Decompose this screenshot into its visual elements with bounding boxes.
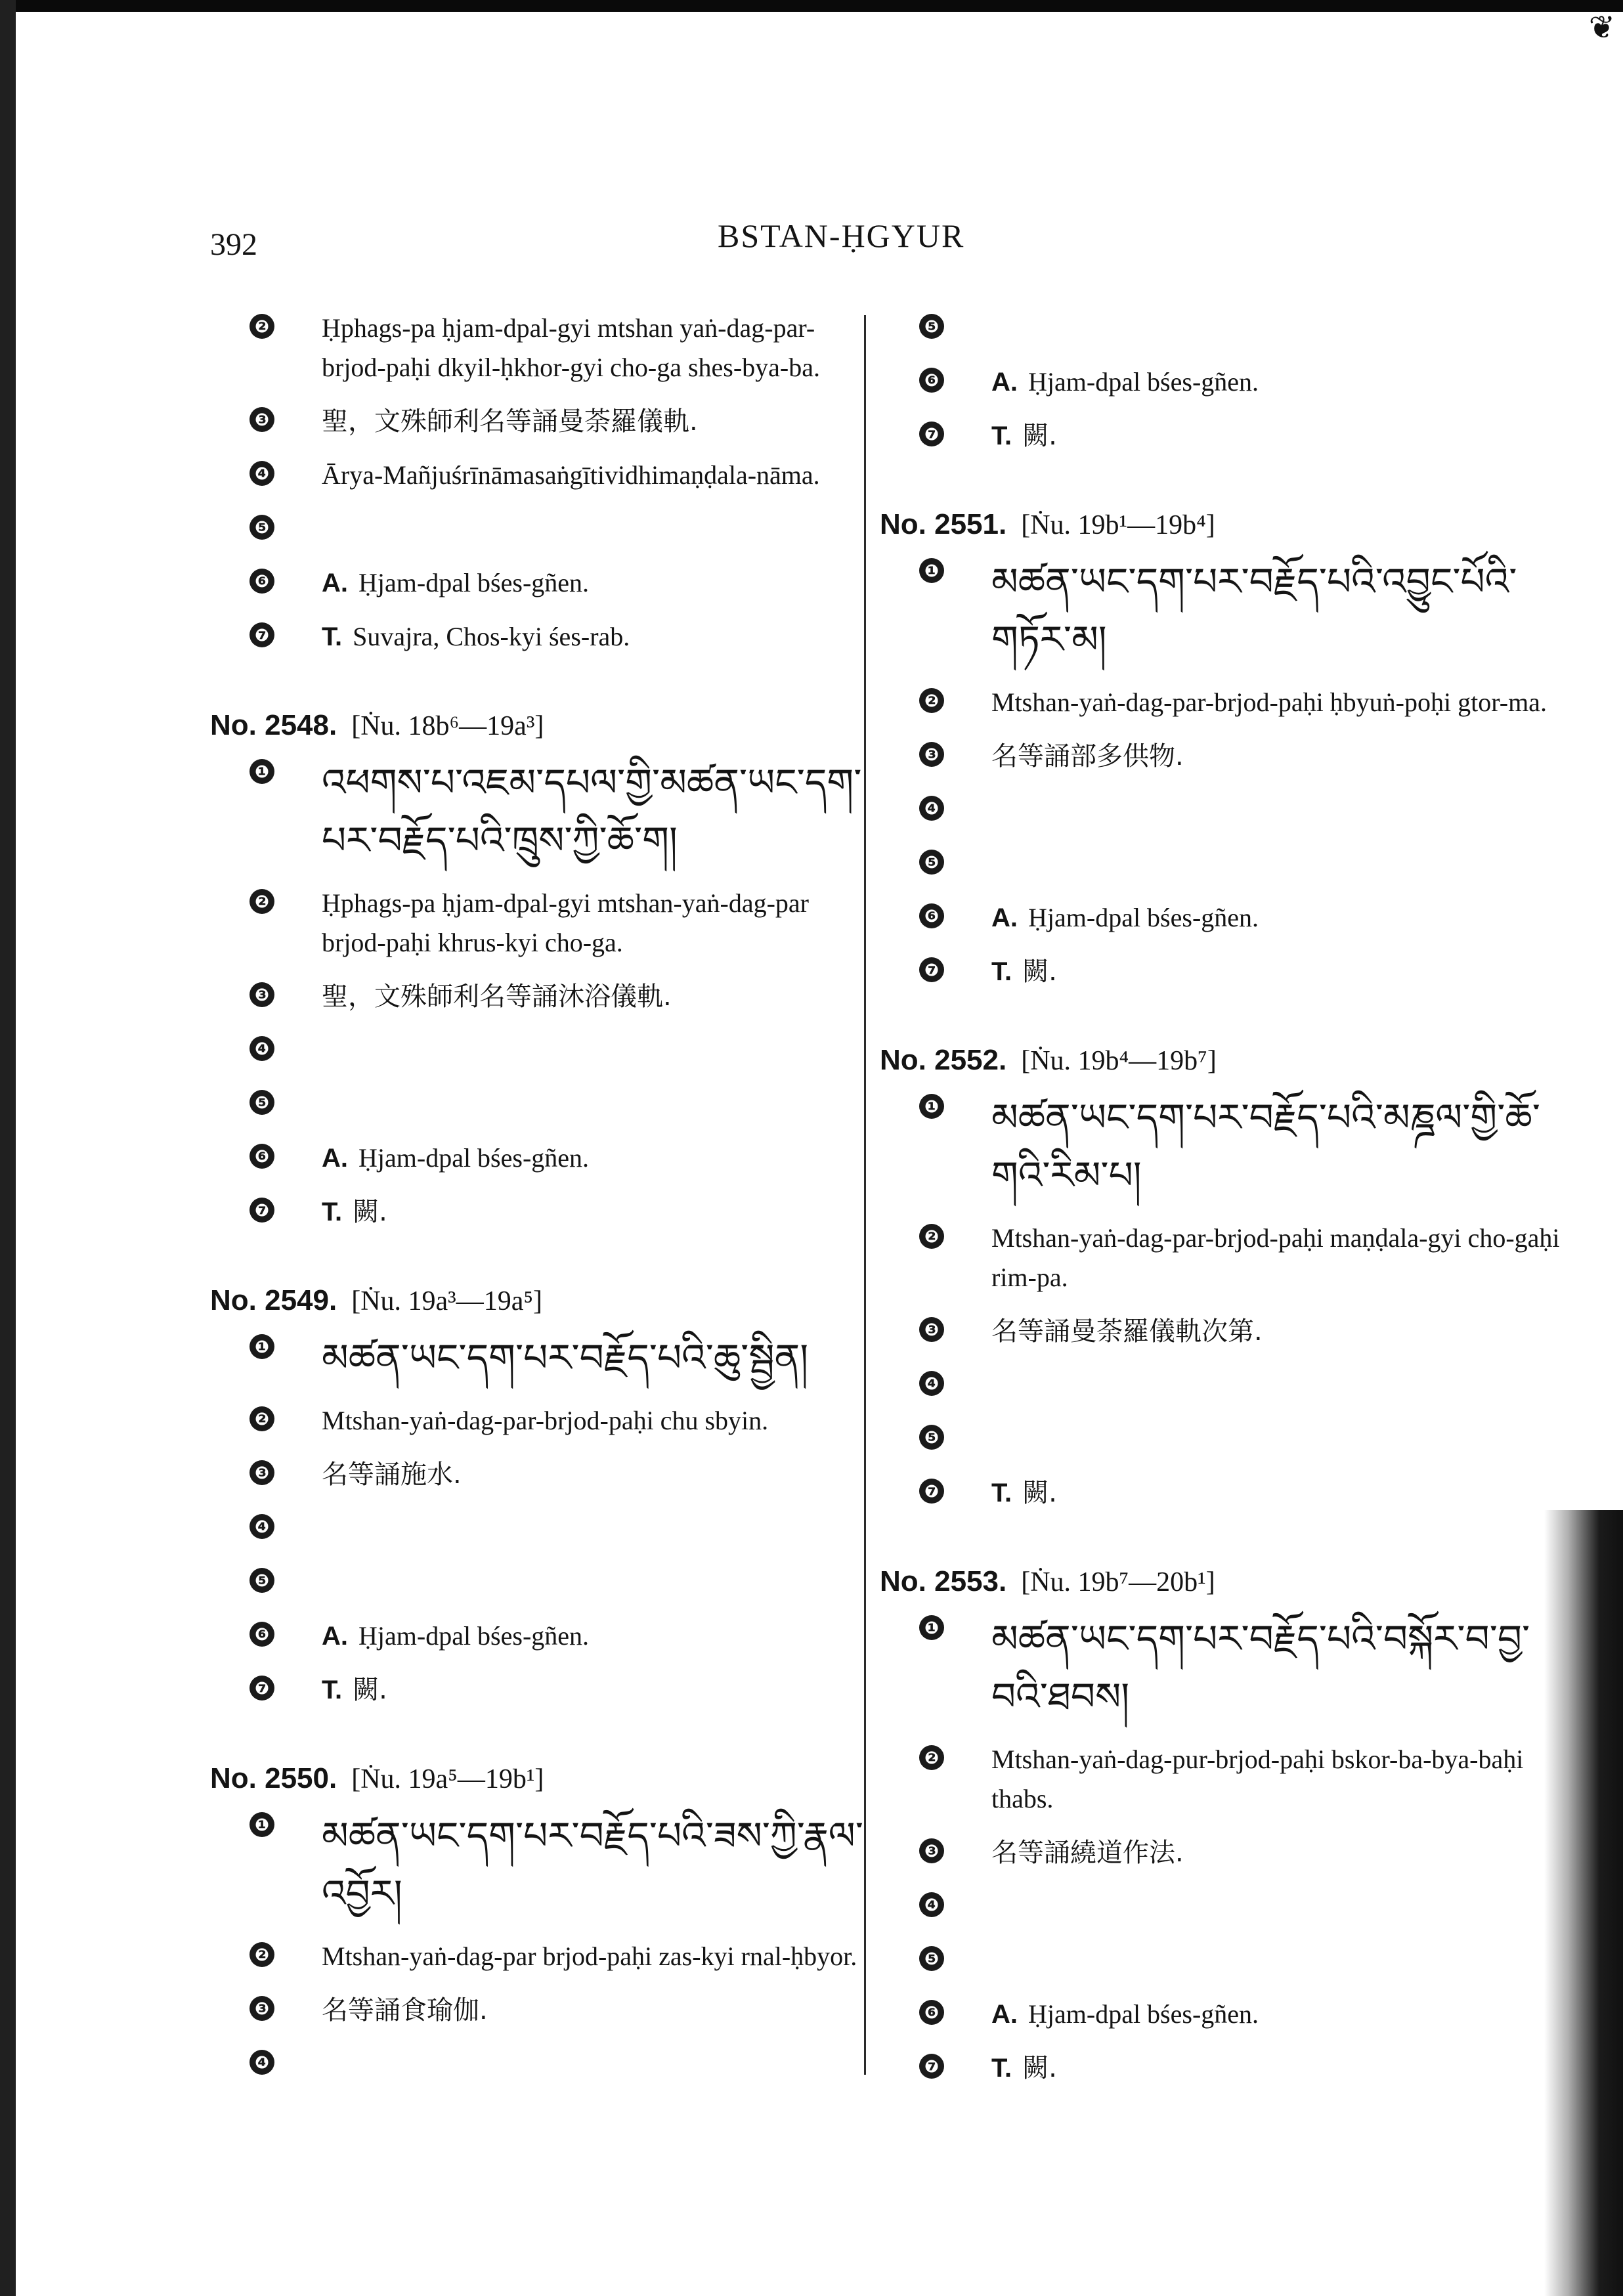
chinese-title: 名等誦部多供物.	[991, 741, 1184, 771]
folio-reference: [Ṅu. 19b¹—19b⁴]	[1021, 510, 1215, 540]
circled-3-icon: ❸	[919, 742, 944, 767]
circled-3-icon: ❸	[249, 407, 274, 432]
right-column	[880, 309, 1563, 2140]
circled-5-icon: ❺	[249, 515, 274, 540]
sanskrit-title: Ārya-Mañjuśrīnāmasaṅgītividhimaṇḍala-nāma.	[322, 460, 820, 490]
circled-3-icon: ❸	[249, 1460, 274, 1485]
circled-2-icon: ❷	[919, 688, 944, 713]
entry-continuation-right	[880, 309, 1563, 456]
field-5	[919, 309, 1563, 348]
author-label: A.	[322, 1144, 348, 1173]
translator-value: 闕.	[353, 1197, 387, 1227]
circled-4-icon: ❹	[249, 2050, 274, 2075]
field-7	[249, 1670, 873, 1710]
field-3	[249, 977, 873, 1016]
circled-2-icon: ❷	[249, 314, 274, 339]
field-7	[919, 952, 1563, 991]
circled-3-icon: ❸	[919, 1838, 944, 1863]
field-4	[919, 1887, 1563, 1926]
field-2	[249, 1937, 873, 1976]
field-7	[249, 1192, 873, 1232]
author-value: Ḥjam-dpal bśes-gñen.	[358, 568, 590, 597]
entry-number: No. 2551.	[880, 508, 1007, 540]
translator-value: 闕.	[1022, 1478, 1057, 1508]
circled-7-icon: ❼	[919, 957, 944, 982]
romanized-title: Mtshan-yaṅ-dag-pur-brjod-paḥi bskor-ba-bya-baḥi thabs.	[991, 1744, 1524, 1813]
field-7	[919, 416, 1563, 456]
field-5	[249, 1563, 873, 1602]
tibetan-title: མཚན་ཡང་དག་པར་བརྗོད་པའི་མཎྜལ་གྱི་ཆོ་གའི་རིམ་པ།	[991, 1095, 1540, 1198]
entry-2551	[880, 508, 1563, 991]
field-6	[249, 563, 873, 603]
folio-reference: [Ṅu. 19b⁷—20b¹]	[1021, 1567, 1215, 1597]
tibetan-title: མཚན་ཡང་དག་པར་བརྗོད་པའི་འབྱུང་པོའི་གཏོར་མ།	[991, 559, 1517, 662]
field-5	[249, 1085, 873, 1124]
field-3	[919, 1312, 1563, 1351]
entry-heading	[880, 508, 1563, 541]
circled-7-icon: ❼	[919, 1479, 944, 1504]
circled-3-icon: ❸	[249, 1996, 274, 2021]
field-6	[919, 1995, 1563, 2034]
entry-continuation-left	[210, 309, 873, 657]
circled-6-icon: ❻	[249, 569, 274, 594]
author-label: A.	[322, 1622, 348, 1651]
translator-label: T.	[322, 622, 343, 651]
field-6	[919, 898, 1563, 938]
author-label: A.	[991, 903, 1018, 932]
field-6	[919, 362, 1563, 402]
tibetan-title: འཕགས་པ་འཇམ་དཔལ་གྱི་མཚན་ཡང་དག་པར་བརྗོད་པའི་ཁྲུས་ཀྱི་ཆོ་ག།	[322, 760, 862, 863]
entry-heading	[210, 1762, 873, 1795]
field-5	[919, 1419, 1563, 1459]
romanized-title: Mtshan-yaṅ-dag-par-brjod-paḥi ḥbyuṅ-poḥi gtor-ma.	[991, 687, 1547, 717]
field-2	[249, 884, 873, 963]
author-label: A.	[322, 569, 348, 597]
chinese-title: 名等誦曼荼羅儀軌次第.	[991, 1316, 1263, 1347]
circled-1-icon: ❶	[249, 1334, 274, 1359]
circled-5-icon: ❺	[249, 1090, 274, 1115]
running-title: BSTAN-ḤGYUR	[718, 217, 965, 254]
circled-5-icon: ❺	[919, 314, 944, 339]
circled-6-icon: ❻	[249, 1622, 274, 1647]
field-2	[919, 1740, 1563, 1819]
entry-heading	[880, 1044, 1563, 1077]
entry-2550	[210, 1762, 873, 2084]
circled-7-icon: ❼	[919, 422, 944, 446]
folio-reference: [Ṅu. 18b⁶—19a³]	[351, 711, 544, 741]
field-4	[249, 456, 873, 495]
entry-number: No. 2552.	[880, 1044, 1007, 1076]
circled-4-icon: ❹	[919, 1371, 944, 1396]
circled-4-icon: ❹	[919, 796, 944, 821]
romanized-title: Ḥphags-pa ḥjam-dpal-gyi mtshan yaṅ-dag-par-brjod-paḥi dkyil-ḥkhor-gyi cho-ga shes-bya-ba.	[322, 313, 820, 382]
circled-4-icon: ❹	[249, 1036, 274, 1061]
field-3	[919, 1833, 1563, 1873]
circled-6-icon: ❻	[919, 368, 944, 393]
field-5	[919, 844, 1563, 884]
circled-4-icon: ❹	[249, 1514, 274, 1539]
folio-reference: [Ṅu. 19a⁵—19b¹]	[351, 1764, 544, 1794]
translator-label: T.	[322, 1198, 343, 1226]
translator-value: 闕.	[1022, 421, 1057, 451]
entry-heading	[210, 1284, 873, 1317]
circled-1-icon: ❶	[919, 1094, 944, 1119]
field-1	[249, 754, 873, 869]
romanized-title: Mtshan-yaṅ-dag-par brjod-paḥi zas-kyi rnal-ḥbyor.	[322, 1941, 857, 1971]
translator-label: T.	[322, 1676, 343, 1704]
field-4	[919, 1366, 1563, 1405]
circled-5-icon: ❺	[919, 1425, 944, 1450]
circled-1-icon: ❶	[249, 1812, 274, 1837]
field-6	[249, 1616, 873, 1656]
entry-number: No. 2550.	[210, 1762, 337, 1794]
field-1	[249, 1807, 873, 1922]
translator-label: T.	[991, 2054, 1012, 2083]
scan-border-top	[0, 0, 1623, 24]
field-4	[249, 2045, 873, 2084]
author-label: A.	[991, 368, 1018, 397]
field-1	[919, 1610, 1563, 1725]
field-4	[919, 791, 1563, 830]
circled-7-icon: ❼	[249, 1676, 274, 1700]
author-label: A.	[991, 2000, 1018, 2029]
chinese-title: 聖，文殊師利名等誦曼荼羅儀軌.	[322, 406, 698, 437]
field-4	[249, 1031, 873, 1070]
field-1	[919, 553, 1563, 668]
translator-label: T.	[991, 957, 1012, 986]
left-column	[210, 309, 873, 2136]
entry-heading	[880, 1565, 1563, 1598]
circled-4-icon: ❹	[919, 1892, 944, 1917]
circled-3-icon: ❸	[919, 1317, 944, 1342]
field-7	[249, 617, 873, 657]
circled-6-icon: ❻	[919, 2000, 944, 2025]
field-3	[249, 1991, 873, 2030]
field-2	[249, 309, 873, 387]
romanized-title: Ḥphags-pa ḥjam-dpal-gyi mtshan-yaṅ-dag-par brjod-paḥi khrus-kyi cho-ga.	[322, 888, 809, 957]
author-value: Ḥjam-dpal bśes-gñen.	[358, 1143, 590, 1173]
chinese-title: 名等誦繞道作法.	[991, 1838, 1184, 1868]
translator-label: T.	[991, 422, 1012, 450]
author-value: Ḥjam-dpal bśes-gñen.	[1028, 367, 1259, 397]
circled-7-icon: ❼	[249, 622, 274, 647]
entry-2549	[210, 1284, 873, 1710]
tibetan-title: མཚན་ཡང་དག་པར་བརྗོད་པའི་ཟས་ཀྱི་རྣལ་འབྱོར།	[322, 1813, 863, 1916]
circled-7-icon: ❼	[249, 1198, 274, 1223]
entry-2548	[210, 709, 873, 1232]
translator-value: Suvajra, Chos-kyi śes-rab.	[353, 622, 630, 651]
field-7	[919, 2048, 1563, 2088]
entry-2552	[880, 1044, 1563, 1513]
entry-number: No. 2553.	[880, 1565, 1007, 1597]
circled-2-icon: ❷	[249, 889, 274, 914]
field-2	[919, 683, 1563, 722]
translator-label: T.	[991, 1479, 1012, 1507]
circled-1-icon: ❶	[919, 558, 944, 583]
field-3	[919, 737, 1563, 776]
field-7	[919, 1473, 1563, 1513]
author-value: Ḥjam-dpal bśes-gñen.	[1028, 903, 1259, 932]
entry-number: No. 2548.	[210, 709, 337, 741]
circled-1-icon: ❶	[249, 759, 274, 784]
folio-reference: [Ṅu. 19b⁴—19b⁷]	[1021, 1046, 1217, 1076]
translator-value: 闕.	[353, 1675, 387, 1705]
circled-5-icon: ❺	[919, 1946, 944, 1971]
circled-3-icon: ❸	[249, 982, 274, 1007]
field-1	[249, 1329, 873, 1387]
entry-number: No. 2549.	[210, 1284, 337, 1316]
field-5	[919, 1941, 1563, 1980]
chinese-title: 名等誦食瑜伽.	[322, 1995, 488, 2025]
field-1	[919, 1089, 1563, 1204]
romanized-title: Mtshan-yaṅ-dag-par-brjod-paḥi maṇḍala-gyi cho-gaḥi rim-pa.	[991, 1223, 1560, 1292]
field-4	[249, 1509, 873, 1548]
field-2	[249, 1401, 873, 1440]
chinese-title: 名等誦施水.	[322, 1460, 462, 1490]
field-6	[249, 1138, 873, 1178]
tibetan-title: མཚན་ཡང་དག་པར་བརྗོད་པའི་ཆུ་སྦྱིན།	[322, 1335, 809, 1380]
page-number: 392	[210, 227, 257, 262]
author-value: Ḥjam-dpal bśes-gñen.	[1028, 1999, 1259, 2029]
circled-5-icon: ❺	[249, 1568, 274, 1593]
circled-6-icon: ❻	[919, 903, 944, 928]
author-value: Ḥjam-dpal bśes-gñen.	[358, 1621, 590, 1651]
corner-ornament-icon: ❦	[1588, 11, 1615, 45]
field-3	[249, 402, 873, 441]
field-5	[249, 509, 873, 549]
folio-reference: [Ṅu. 19a³—19a⁵]	[351, 1286, 543, 1316]
circled-4-icon: ❹	[249, 461, 274, 486]
tibetan-title: མཚན་ཡང་དག་པར་བརྗོད་པའི་བསྐོར་བ་བྱ་བའི་ཐབས།	[991, 1616, 1530, 1719]
circled-1-icon: ❶	[919, 1615, 944, 1640]
translator-value: 闕.	[1022, 957, 1057, 987]
field-2	[919, 1219, 1563, 1297]
entry-heading	[210, 709, 873, 742]
circled-2-icon: ❷	[919, 1224, 944, 1249]
circled-7-icon: ❼	[919, 2054, 944, 2079]
chinese-title: 聖，文殊師利名等誦沐浴儀軌.	[322, 982, 672, 1012]
circled-2-icon: ❷	[919, 1745, 944, 1770]
circled-6-icon: ❻	[249, 1144, 274, 1169]
circled-2-icon: ❷	[249, 1406, 274, 1431]
circled-2-icon: ❷	[249, 1942, 274, 1967]
translator-value: 闕.	[1022, 2053, 1057, 2083]
circled-5-icon: ❺	[919, 850, 944, 875]
romanized-title: Mtshan-yaṅ-dag-par-brjod-paḥi chu sbyin.	[322, 1406, 769, 1435]
entry-2553	[880, 1565, 1563, 2088]
field-3	[249, 1455, 873, 1494]
